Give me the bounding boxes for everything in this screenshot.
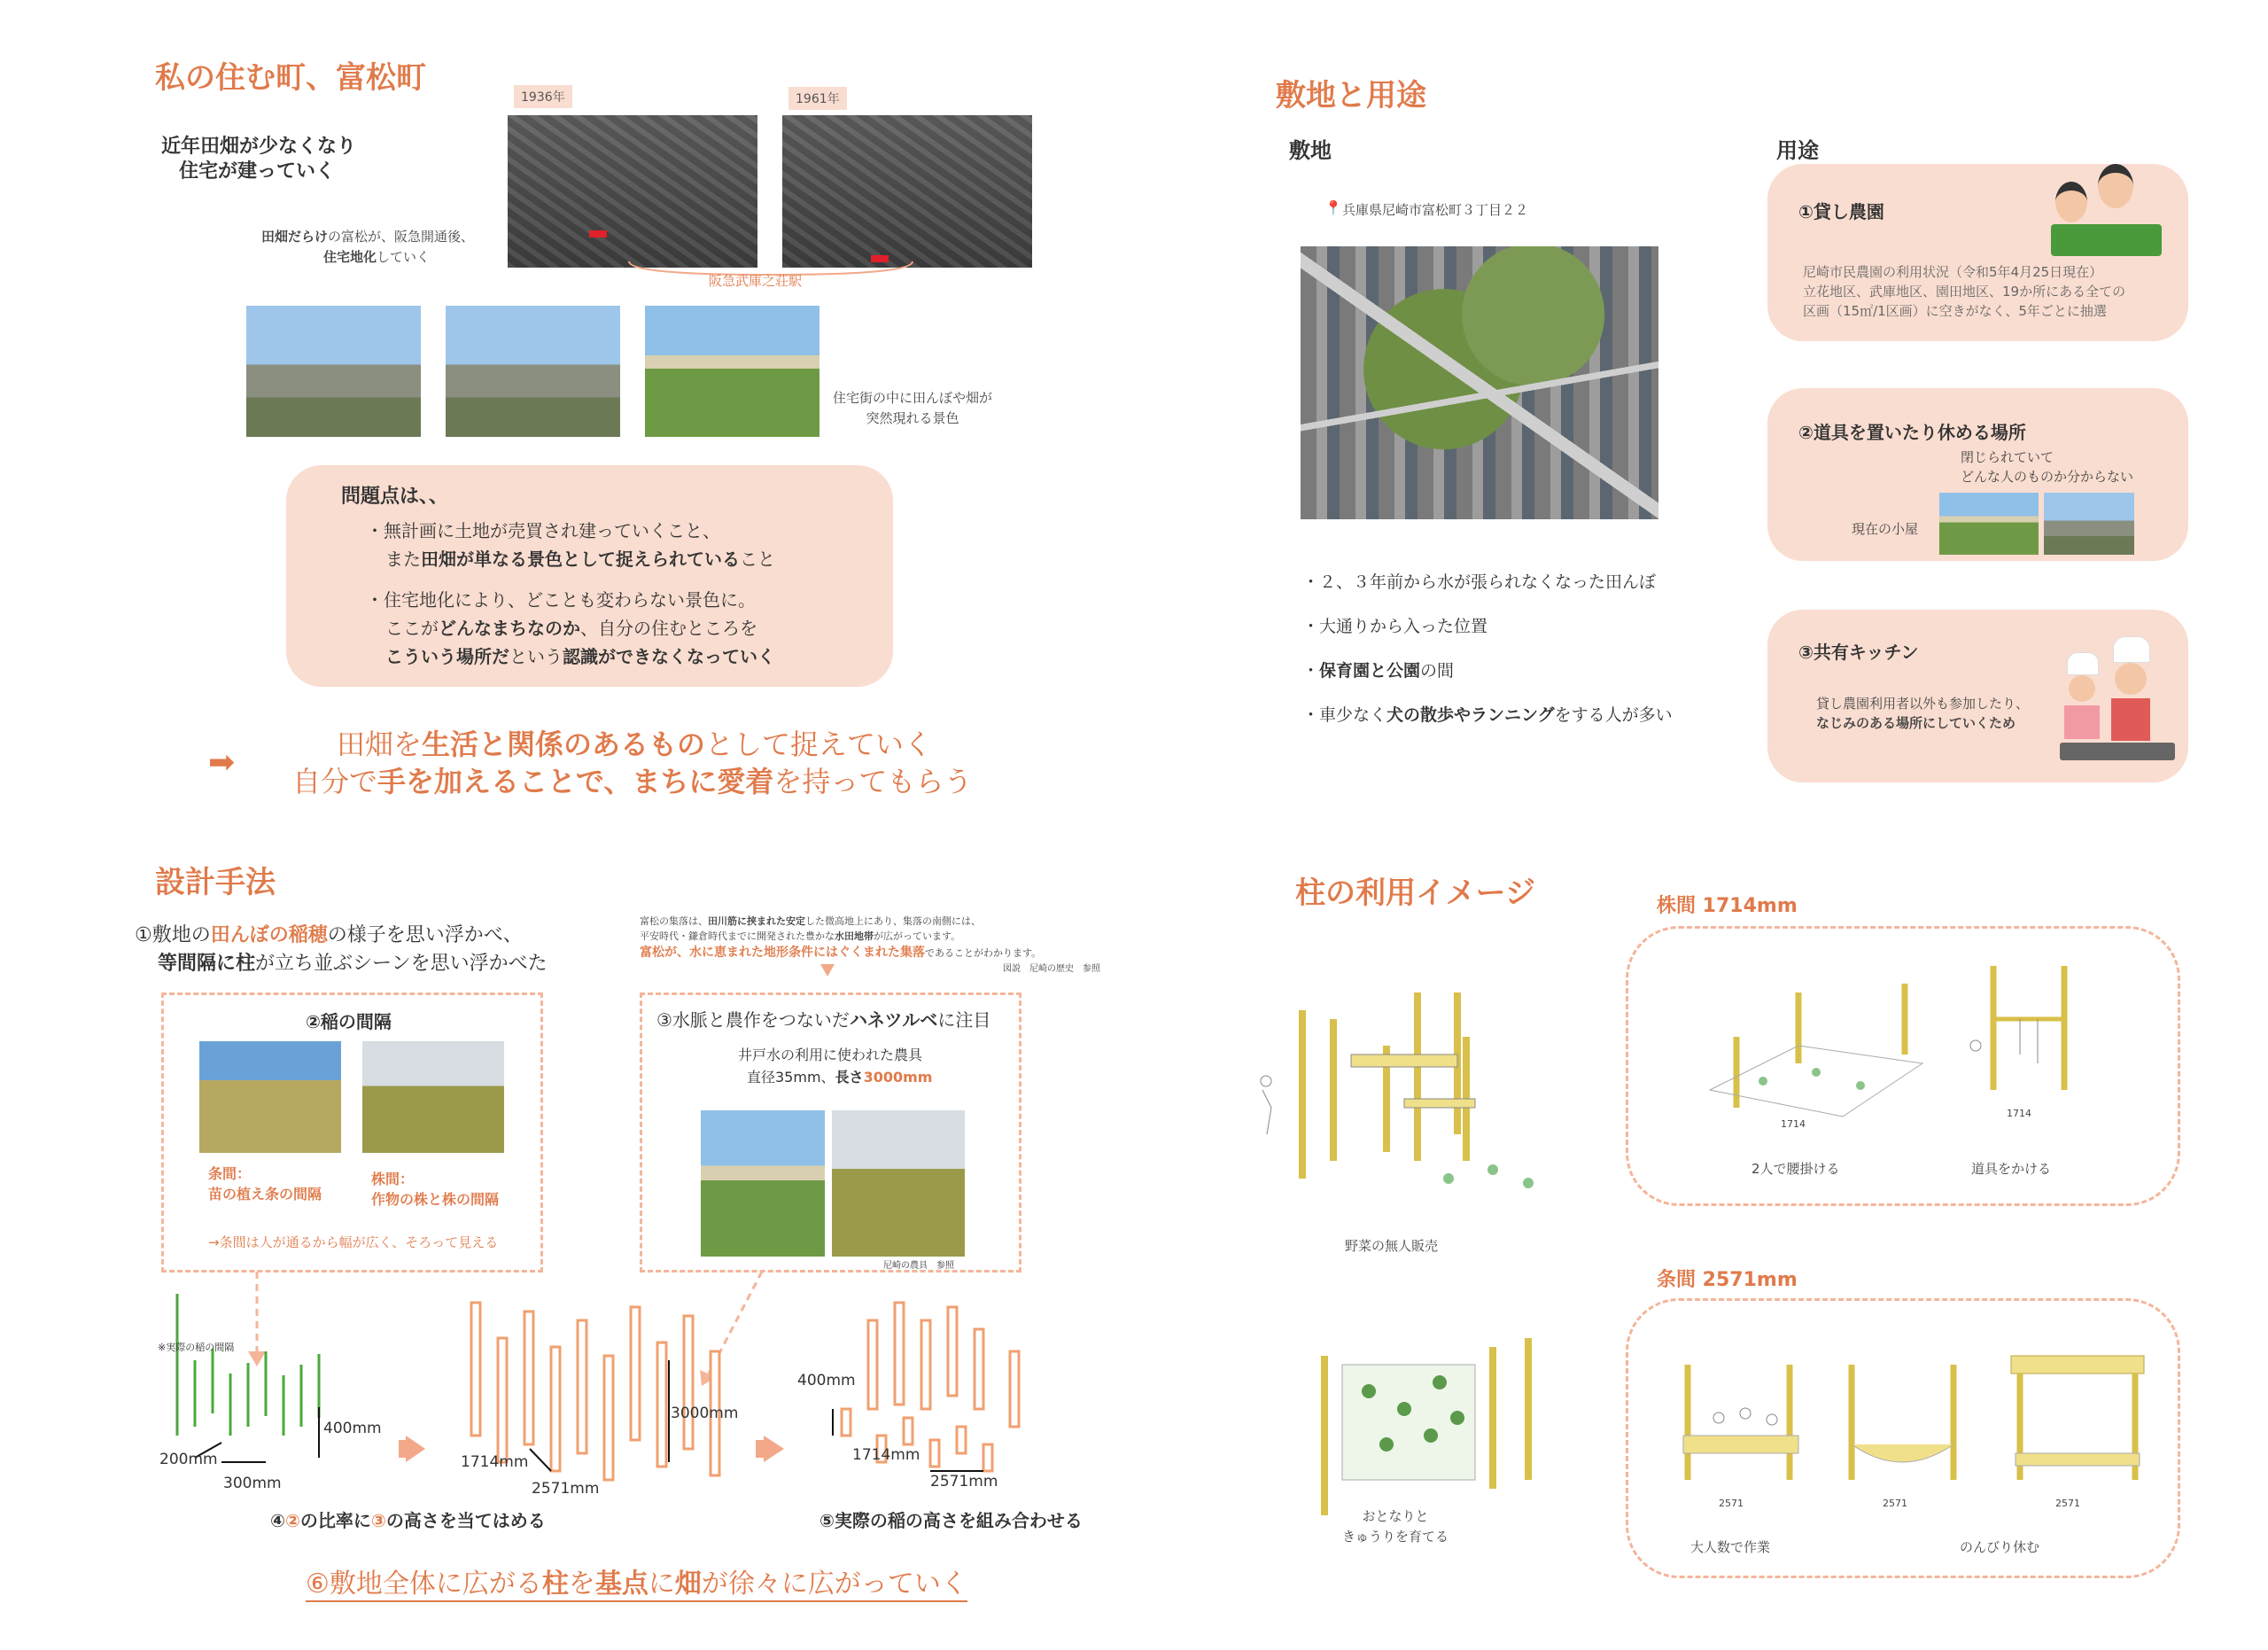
station-label: 阪急武庫之荘駅 [709,273,803,289]
sketch-tools [1958,957,2100,1134]
caption-many-people: 大人数で作業 [1690,1539,1771,1555]
dim-2571-sketch-b: 2571 [1883,1498,1907,1509]
dim-2571b: 2571mm [930,1473,998,1490]
section-title-usage: 柱の利用イメージ [1295,876,1535,911]
site-address: 兵庫県尼崎市富松町３丁目２２ [1342,202,1529,218]
conclusion-arrow: ➡ [208,744,236,781]
hanetsurube-photo-2 [832,1110,965,1257]
step4-text: ④②の比率に③の高さを当てはめる [270,1510,546,1531]
site-bullets: ・２、３年前から水が張られなくなった田んぼ ・大通りから入った位置 ・保育園と公園の間 ・車少なく犬の散歩やランニングをする人が多い [1302,572,1673,725]
dim-300: 300mm [223,1475,282,1492]
actual-rice-diagram [177,1294,319,1462]
sketch-pergola [2002,1338,2153,1515]
use-card-kitchen [1767,610,2188,782]
conclusion-line-1: 田畑を生活と関係のあるものとして捉えていく [337,728,933,761]
site-satellite-photo [1301,246,1658,519]
dim-1714b: 1714mm [852,1446,920,1464]
dim-1714-sketch-b: 1714 [2007,1108,2031,1119]
dim-400b: 400mm [797,1372,856,1389]
problem-2: ・住宅地化により、どことも変わらない景色に。 ここがどんなまちなのか、自分の住むところを こういう場所だという認識ができなくなっていく [366,589,775,667]
aerial-photo-1961 [782,115,1032,268]
step2-note: →条間は人が通るから幅が広く、そろって見える [208,1234,499,1250]
step3-source: 尼崎の農具 参照 [883,1261,954,1271]
use-card-farm [1767,164,2188,341]
kabuma-heading: 株間 1714mm [1657,895,1798,917]
hanetsurube-box [640,992,1021,1273]
use-card-hut-title: ②道具を置いたり休める場所 [1798,422,2026,443]
photo-caption: 住宅街の中に田んぼや畑が 突然現れる景色 [833,390,993,426]
dim-400: 400mm [323,1420,382,1437]
use-label: 用途 [1776,138,1819,163]
town-note: 田畑だらけの富松が、阪急開通後、 住宅地化していく [261,229,475,265]
caption-vegetable: 野菜の無人販売 [1345,1238,1439,1254]
dim-3000: 3000mm [671,1405,739,1422]
sketch-hammock [1838,1347,1971,1515]
year-tag-1936: 1936年 [514,85,572,108]
use-card-hut-caption: 現在の小屋 [1852,521,1919,537]
problem-title: 問題点は、、 [341,486,449,508]
site-label: 敷地 [1289,138,1332,163]
pin-icon: 📍 [1324,199,1342,216]
caption-tools: 道具をかける [1971,1161,2052,1177]
conclusion-line-2: 自分で手を加えることで、まちに愛着を持ってもらう [292,765,973,798]
history-reference: 富松の集落は、田川筋に挟まれた安定した微高地上にあり、集落の南側には、 平安時代・鎌倉時代までに開発された豊かな水田地帯が広がっています。 富松が、水に恵まれた地形条件にはぐくまれた集落であることがわかります。 図説 尼崎の歴史 参照 [640,915,1100,974]
step1-text: ①敷地の田んぼの稲穂の様子を思い浮かべ、 等間隔に柱が立ち並ぶシーンを思い浮かべた [135,924,548,975]
rice-photo-2 [362,1041,504,1153]
aerial-photo-1936 [508,115,757,268]
problem-1: ・無計画に土地が売買され建っていくこと、 また田畑が単なる景色として捉えられていること [366,520,775,570]
section-title-method: 設計手法 [155,865,276,900]
step3-sub: 井戸水の利用に使われた農具 [738,1047,923,1063]
street-photo-3 [645,306,819,437]
use-card-farm-title: ①貸し農園 [1798,201,1884,222]
caption-relax: のんびり休む [1960,1539,2040,1555]
sketch-vegetable-stand [1245,957,1590,1214]
street-photo-2 [446,306,620,437]
dim-1714: 1714mm [461,1453,529,1471]
caption-two-people: 2人で腰掛ける [1751,1161,1840,1177]
hut-photo-2 [2044,493,2134,555]
hut-photo-1 [1939,493,2039,555]
step6-text: ⑥敷地全体に広がる柱を基点に畑が徐々に広がっていく [306,1561,967,1602]
dim-200: 200mm [159,1451,218,1468]
step3-dim: 直径35mm、長さ3000mm [747,1069,933,1086]
dim-1714-sketch-a: 1714 [1781,1118,1806,1130]
down-arrow-icon [817,962,838,980]
use-card-farm-text: 尼崎市民農園の利用状況（令和5年4月25日現在） 立花地区、武庫地区、園田地区、19か所にある全ての 区画（15㎡/1区画）に空きがなく、5年ごとに抽選 [1803,264,2126,319]
lead-text-2: 住宅が建っていく [179,160,336,183]
use-card-kitchen-text: 貸し農園利用者以外も参加したり、 なじみのある場所にしていくため [1816,696,2030,731]
dim-2571-sketch-c: 2571 [2055,1498,2080,1509]
step5-text: ⑤実際の稲の高さを組み合わせる [819,1510,1083,1531]
sketch-two-people [1692,957,1931,1134]
jokan-def: 条間： 苗の植え条の間隔 [208,1165,322,1203]
use-card-hut-note: 閉じられていて どんな人のものか分からない [1961,449,2134,485]
kabuma-def: 株間： 作物の株と株の間隔 [371,1171,500,1209]
sketch-many-people [1666,1347,1816,1515]
farm-illustration [2047,164,2166,257]
actual-spacing-note: ※実際の稲の間隔 [158,1342,235,1353]
street-photo-1 [246,306,421,437]
dim-2571-sketch-a: 2571 [1719,1498,1744,1509]
section-title-site: 敷地と用途 [1276,78,1426,113]
caption-cucumber: おとなりと きゅうりを育てる [1342,1508,1449,1545]
hanetsurube-photo-1 [701,1110,825,1257]
problem-box [286,465,893,687]
section-title-town: 私の住む町、富松町 [155,60,426,96]
use-card-hut [1767,388,2188,561]
year-tag-1961: 1961年 [788,87,847,110]
rice-photo-1 [199,1041,341,1153]
jokan-heading: 条間 2571mm [1657,1269,1798,1291]
step3-title: ③水脈と農作をつないだハネツルベに注目 [656,1009,991,1031]
dim-2571: 2571mm [532,1480,600,1498]
use-card-kitchen-title: ③共有キッチン [1798,642,1919,663]
kitchen-illustration [2060,636,2179,769]
station-marker [589,230,607,237]
lead-text-1: 近年田畑が少なくなり [161,136,357,158]
sketch-cucumber [1289,1311,1555,1533]
step2-title: ②稲の間隔 [306,1011,392,1032]
rice-spacing-box [161,992,543,1273]
